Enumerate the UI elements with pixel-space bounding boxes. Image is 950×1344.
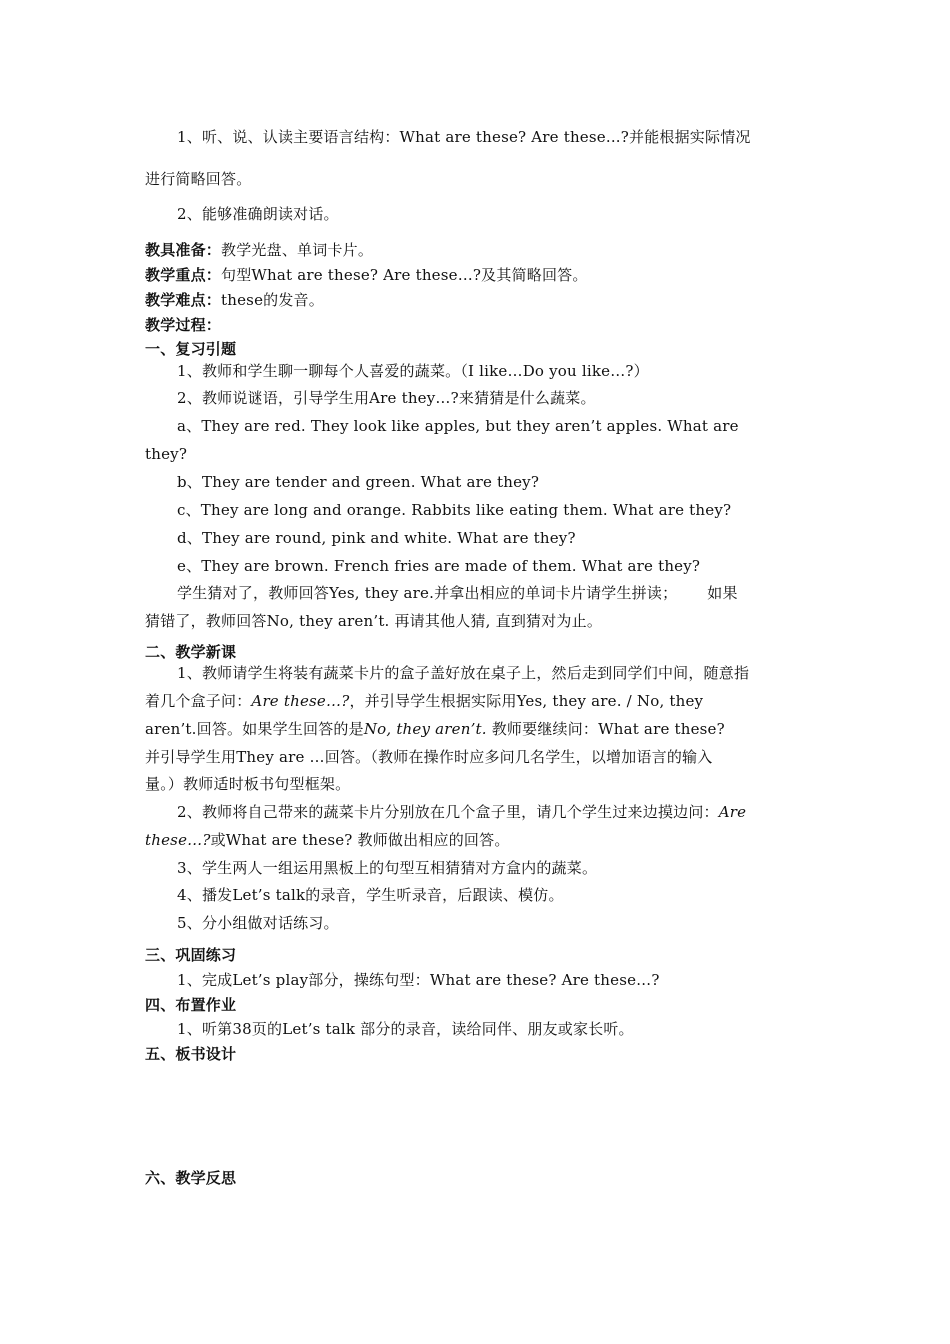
section-1-heading: 一、复习引题 — [145, 340, 237, 358]
section-1-line-1: 1、教师和学生聊一聊每个人喜爱的蔬菜。（I like…Do you like…?） — [177, 362, 649, 380]
difficulty-label: 教学难点： — [145, 291, 222, 309]
new-lesson-p2-line-1 — [177, 802, 817, 822]
p1-line-2-italic: Are these…? — [251, 692, 350, 710]
p1-line-2-end: ，并引导学生根据实际用Yes, they are. / No, they — [349, 692, 704, 710]
riddle-d: d、They are round, pink and white. What are they? — [177, 529, 576, 547]
new-lesson-p1-line-1: 1、教师请学生将装有蔬菜卡片的盒子盖好放在桌子上，然后走到同学们中间，随意指 — [177, 664, 750, 682]
objective-1-line-1: 1、听、说、认读主要语言结构：What are these? Are these...?并能根据实际情况 — [177, 128, 751, 146]
prep-label: 教具准备： — [145, 241, 222, 259]
p1-line-3-italic: No, they aren’t. — [363, 720, 487, 738]
key-point-line — [145, 265, 815, 285]
new-lesson-p3: 3、学生两人一组运用黑板上的句型互相猜猜对方盒内的蔬菜。 — [177, 859, 598, 877]
new-lesson-p4: 4、播发Let’s talk的录音，学生听录音，后跟读、模仿。 — [177, 886, 564, 904]
p2-line-1-start: 2、教师将自己带来的蔬菜卡片分别放在几个盒子里，请几个学生过来边摸边问： — [177, 803, 719, 821]
new-lesson-p1-line-2 — [145, 691, 815, 711]
difficulty-line — [145, 290, 815, 310]
riddle-a-line-2: they? — [145, 445, 188, 463]
guess-line-2: 猜错了，教师回答No, they aren’t. 再请其他人猜, 直到猜对为止。 — [145, 612, 603, 630]
section-3-heading: 三、巩固练习 — [145, 946, 237, 964]
process-heading: 教学过程： — [145, 316, 222, 334]
new-lesson-p2-line-2 — [145, 830, 815, 850]
new-lesson-p5: 5、分小组做对话练习。 — [177, 914, 339, 932]
riddle-a-line-1: a、They are red. They look like apples, but they aren’t apples. What are — [177, 417, 739, 435]
difficulty-text: these的发音。 — [221, 291, 324, 309]
new-lesson-p1-line-4: 并引导学生用They are …回答。（教师在操作时应多问几名学生，以增加语言的输入 — [145, 748, 713, 766]
riddle-b: b、They are tender and green. What are they? — [177, 473, 540, 491]
section-5-heading: 五、板书设计 — [145, 1045, 237, 1063]
objective-1-line-2: 进行简略回答。 — [145, 170, 252, 188]
p1-line-3-start: aren’t.回答。如果学生回答的是 — [145, 720, 364, 738]
key-point-label: 教学重点： — [145, 266, 222, 284]
p2-line-1-italic: Are — [718, 803, 747, 821]
prep-text: 教学光盘、单词卡片。 — [221, 241, 374, 259]
guess-line-1 — [177, 583, 817, 603]
p1-line-3-end: 教师要继续问：What are these? — [491, 720, 725, 738]
guess-line-1-tail: 如果 — [707, 584, 738, 602]
objective-2: 2、能够准确朗读对话。 — [177, 205, 339, 223]
prep-line — [145, 240, 815, 260]
p2-line-2-italic: these…? — [145, 831, 211, 849]
new-lesson-p1-line-3 — [145, 719, 815, 739]
key-point-text: 句型What are these? Are these…?及其简略回答。 — [221, 266, 588, 284]
p1-line-2-start: 着几个盒子问： — [145, 692, 252, 710]
section-6-heading: 六、教学反思 — [145, 1169, 237, 1187]
guess-line-1-text: 学生猜对了，教师回答Yes, they are.并拿出相应的单词卡片请学生拼读； — [177, 584, 678, 602]
riddle-e: e、They are brown. French fries are made of them. What are they? — [177, 557, 701, 575]
section-2-heading: 二、教学新课 — [145, 643, 237, 661]
section-4-heading: 四、布置作业 — [145, 996, 237, 1014]
new-lesson-p1-line-5: 量。）教师适时板书句型框架。 — [145, 775, 351, 793]
p2-line-2-end: 或What are these? 教师做出相应的回答。 — [210, 831, 510, 849]
section-4-line-1: 1、听第38页的Let’s talk 部分的录音，读给同伴、朋友或家长听。 — [177, 1020, 634, 1038]
riddle-c: c、They are long and orange. Rabbits like eating them. What are they? — [177, 501, 732, 519]
section-3-line-1: 1、完成Let’s play部分，操练句型：What are these? Are these…? — [177, 971, 660, 989]
section-1-line-2: 2、教师说谜语，引导学生用Are they…?来猜猜是什么蔬菜。 — [177, 389, 596, 407]
